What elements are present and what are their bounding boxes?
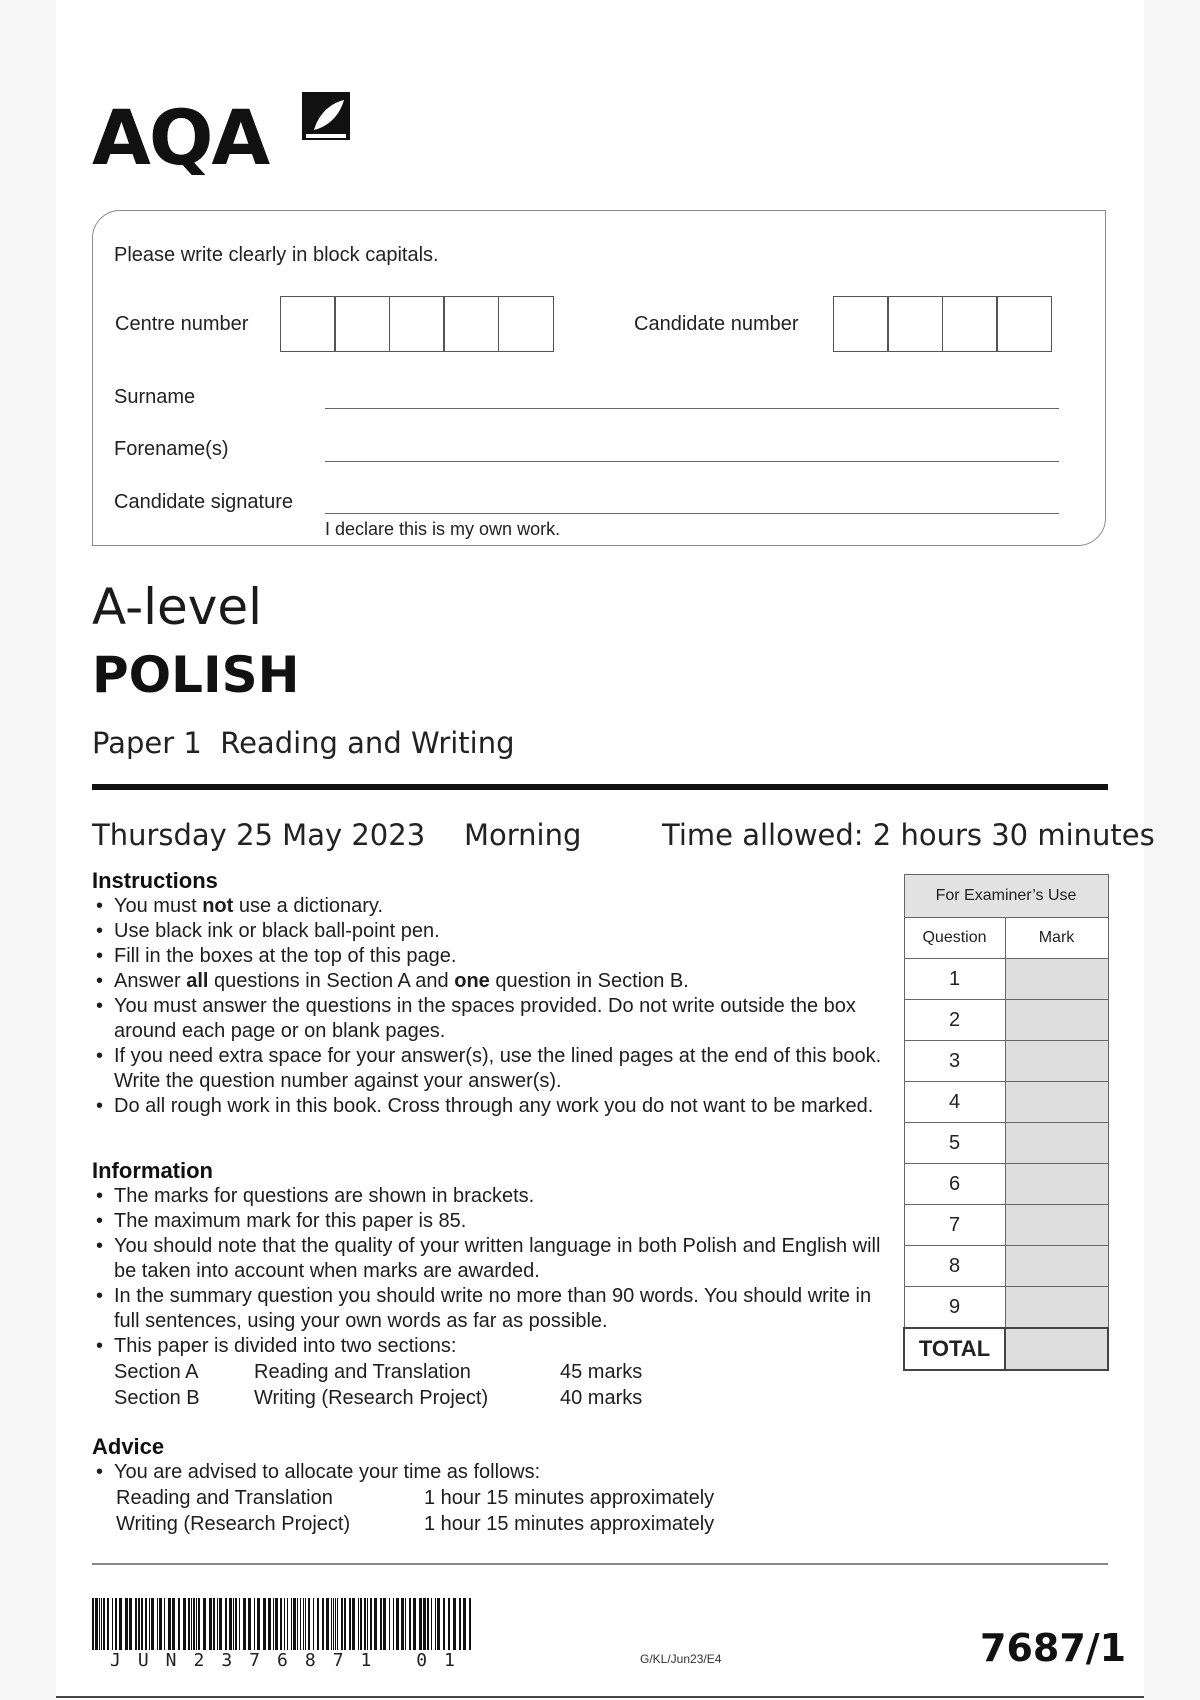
section-name: Section B (114, 1387, 200, 1409)
barcode-bar (191, 1598, 192, 1650)
barcode-bar (243, 1598, 246, 1650)
barcode-bar (335, 1598, 336, 1650)
barcode-bar (401, 1598, 404, 1650)
question-number: 6 (904, 1164, 1005, 1205)
question-number: 9 (904, 1287, 1005, 1329)
barcode-bar (145, 1598, 147, 1650)
question-number: 3 (904, 1041, 1005, 1082)
barcode-bar (333, 1598, 334, 1650)
barcode-bar (423, 1598, 426, 1650)
exam-date: Thursday 25 May 2023 (92, 818, 426, 852)
barcode-bar (437, 1598, 440, 1650)
question-row (904, 959, 1108, 1000)
barcode-bar (413, 1598, 416, 1650)
allocation-task: Writing (Research Project) (116, 1513, 351, 1535)
instruction-text: Use black ink or black ball-point pen. (114, 920, 440, 942)
instruction-text: You must answer the questions in the spaces provided. Do not write outside the box around each page or on blank pages. (114, 995, 856, 1042)
question-number: 4 (904, 1082, 1005, 1123)
information-item: • You should note that the quality of your written language in both Polish and English will be taken into account when marks are awarded. (92, 1234, 902, 1284)
signature-label: Candidate signature (114, 491, 294, 513)
barcode-bar (308, 1598, 310, 1650)
information-list (92, 1184, 902, 1359)
instruction-item (92, 944, 892, 969)
barcode-bar (203, 1598, 206, 1650)
barcode-bar (358, 1598, 359, 1650)
section-marks: 40 marks (560, 1387, 643, 1409)
barcode-bar (393, 1598, 394, 1650)
barcode-bar (107, 1598, 109, 1650)
mark-cell[interactable] (1005, 1123, 1108, 1164)
instructions-heading: Instructions (92, 868, 218, 893)
information-item: • In the summary question you should write no more than 90 words. You should write in full sentences, using your own words as far as possible. (92, 1284, 902, 1334)
question-row (904, 1123, 1108, 1164)
centre-digit-box[interactable] (334, 296, 390, 352)
total-mark-cell[interactable] (1005, 1328, 1108, 1370)
information-item: • The maximum mark for this paper is 85. (92, 1209, 902, 1234)
barcode-bar (263, 1598, 266, 1650)
section-row (114, 1359, 902, 1385)
barcode-bar (280, 1598, 282, 1650)
question-number: 8 (904, 1246, 1005, 1287)
centre-digit-box[interactable] (443, 296, 499, 352)
allocation-time: 1 hour 15 minutes approximately (424, 1513, 715, 1535)
barcode-bar (352, 1598, 355, 1650)
candidate-digit-box[interactable] (942, 296, 998, 352)
instructions-section (92, 868, 892, 1119)
barcode-number: JUN2376871 01 (110, 1650, 472, 1671)
advice-heading: Advice (92, 1434, 165, 1459)
question-row (904, 1205, 1108, 1246)
centre-number-boxes[interactable] (281, 296, 554, 352)
instruction-text: You must (114, 895, 203, 917)
question-number: 5 (904, 1123, 1005, 1164)
question-row (904, 1246, 1108, 1287)
barcode-bar (367, 1598, 368, 1650)
footer-rule (92, 1563, 1108, 1565)
forename-label: Forename(s) (114, 438, 229, 460)
barcode-bar (168, 1598, 171, 1650)
barcode-bar (213, 1598, 215, 1650)
information-item: • This paper is divided into two sections: (92, 1334, 902, 1359)
instruction-text: Answer (114, 970, 187, 992)
question-row (904, 1041, 1108, 1082)
qualification-level: A-level (92, 578, 263, 636)
barcode-bar (435, 1598, 436, 1650)
information-item: • The marks for questions are shown in brackets. (92, 1184, 902, 1209)
barcode-bar (178, 1598, 180, 1650)
question-number: 7 (904, 1205, 1005, 1246)
barcode-bar (115, 1598, 117, 1650)
instruction-item (92, 894, 892, 919)
instruction-text: Do all rough work in this book. Cross through any work you do not want to be marked. (114, 1095, 874, 1117)
instruction-item (92, 919, 892, 944)
barcode-bar (103, 1598, 105, 1650)
barcode-bar (331, 1598, 332, 1650)
mark-cell[interactable] (1005, 1082, 1108, 1123)
declaration-text: I declare this is my own work. (325, 519, 561, 539)
title-rule (92, 784, 1108, 790)
barcode-bar (151, 1598, 154, 1650)
total-label: TOTAL (904, 1328, 1005, 1370)
instruction-item (92, 1094, 892, 1119)
mark-cell[interactable] (1005, 1246, 1108, 1287)
candidate-number-boxes[interactable] (834, 296, 1052, 352)
barcode-bar (293, 1598, 296, 1650)
paper-code: 7687/1 (980, 1626, 1127, 1670)
barcode-bar (196, 1598, 197, 1650)
candidate-digit-box[interactable] (887, 296, 943, 352)
total-row (904, 1328, 1108, 1370)
barcode-bar (188, 1598, 190, 1650)
allocation-task: Reading and Translation (116, 1487, 333, 1509)
question-number: 2 (904, 1000, 1005, 1041)
aqa-logo (92, 92, 268, 184)
examiner-table-title: For Examiner’s Use (904, 875, 1108, 918)
barcode-icon (92, 1598, 474, 1650)
barcode-bar (99, 1598, 100, 1650)
forename-line[interactable] (325, 461, 1059, 462)
exam-session: Morning (464, 818, 582, 852)
barcode-bar (303, 1598, 304, 1650)
barcode-bar (141, 1598, 143, 1650)
mark-column-header: Mark (1005, 918, 1108, 959)
question-row (904, 1000, 1108, 1041)
barcode-bar (389, 1598, 390, 1650)
mark-cell[interactable] (1005, 959, 1108, 1000)
barcode-bar (157, 1598, 158, 1650)
barcode-bar (101, 1598, 102, 1650)
centre-digit-box[interactable] (389, 296, 445, 352)
section-name: Section A (114, 1361, 199, 1383)
emphasis-text: one (454, 970, 490, 992)
barcode-bar (248, 1598, 251, 1650)
barcode-bar (322, 1598, 324, 1650)
barcode-bar (463, 1598, 466, 1650)
advice-item: • You are advised to allocate your time as follows: (92, 1460, 892, 1485)
aqa-logo-text: AQA (92, 93, 269, 182)
barcode-bar (291, 1598, 292, 1650)
barcode-bar (317, 1598, 319, 1650)
signature-line[interactable] (325, 513, 1059, 514)
information-heading: Information (92, 1158, 213, 1183)
barcode-bar (326, 1598, 329, 1650)
aqa-logo-mark-icon (300, 90, 352, 142)
barcode-bar (337, 1598, 338, 1650)
centre-digit-box[interactable] (498, 296, 554, 352)
barcode-bar (443, 1598, 445, 1650)
instruction-text: use a dictionary. (233, 895, 384, 917)
paper-reference: G/KL/Jun23/E4 (640, 1652, 722, 1666)
mark-cell[interactable] (1005, 1205, 1108, 1246)
barcode-bar (149, 1598, 150, 1650)
surname-line[interactable] (325, 408, 1059, 409)
barcode-bar (448, 1598, 450, 1650)
barcode-bar (119, 1598, 122, 1650)
section-title: Writing (Research Project) (254, 1387, 489, 1409)
mark-cell[interactable] (1005, 1041, 1108, 1082)
barcode-bar (172, 1598, 175, 1650)
instruction-text: question in Section B. (489, 970, 689, 992)
barcode-bar (193, 1598, 195, 1650)
barcode-bar (364, 1598, 366, 1650)
section-title: Reading and Translation (254, 1361, 471, 1383)
instructions-list (92, 894, 892, 1119)
barcode-bar (374, 1598, 377, 1650)
advice-section (92, 1434, 892, 1537)
barcode-bar (341, 1598, 343, 1650)
barcode-bar (380, 1598, 382, 1650)
barcode-bar (405, 1598, 406, 1650)
barcode-bar (459, 1598, 461, 1650)
section-marks: 45 marks (560, 1361, 643, 1383)
barcode-bar (159, 1598, 162, 1650)
barcode-bar (469, 1598, 471, 1650)
barcode-bar (409, 1598, 411, 1650)
page-bottom-rule (56, 1696, 1144, 1698)
question-row (904, 1164, 1108, 1205)
instruction-item (92, 1044, 892, 1094)
emphasis-text: all (186, 970, 209, 992)
barcode-bar (297, 1598, 298, 1650)
barcode-bar (239, 1598, 240, 1650)
instruction-text: Fill in the boxes at the top of this page. (114, 945, 457, 967)
barcode-bar (419, 1598, 422, 1650)
mark-cell[interactable] (1005, 1287, 1108, 1329)
barcode-bar (129, 1598, 132, 1650)
allocation-row (116, 1485, 892, 1511)
centre-digit-box[interactable] (280, 296, 336, 352)
question-number: 1 (904, 959, 1005, 1000)
instruction-text: If you need extra space for your answer(s), use the lined pages at the end of this book. Write the question number against your answer(s). (114, 1045, 882, 1092)
centre-number-label: Centre number (115, 313, 249, 335)
barcode-bar (135, 1598, 137, 1650)
subject-title: POLISH (92, 646, 300, 704)
instruction-item (92, 969, 892, 994)
mark-cell[interactable] (1005, 1000, 1108, 1041)
mark-cell[interactable] (1005, 1164, 1108, 1205)
barcode-bar (431, 1598, 432, 1650)
barcode-bar (305, 1598, 306, 1650)
barcode-bar (453, 1598, 456, 1650)
barcode-bar (125, 1598, 128, 1650)
barcode-bar (275, 1598, 278, 1650)
barcode-bar (95, 1598, 98, 1650)
barcode-bar (313, 1598, 314, 1650)
barcode-bar (219, 1598, 222, 1650)
barcode-bar (344, 1598, 346, 1650)
barcode-bar (217, 1598, 218, 1650)
barcode-bar (349, 1598, 351, 1650)
barcode-bar (360, 1598, 362, 1650)
barcode-bar (383, 1598, 386, 1650)
allocation-row (116, 1511, 892, 1537)
barcode-bar (257, 1598, 260, 1650)
candidate-number-label: Candidate number (634, 313, 799, 335)
barcode-bar (427, 1598, 429, 1650)
allocation-time: 1 hour 15 minutes approximately (424, 1487, 715, 1509)
candidate-digit-box[interactable] (996, 296, 1052, 352)
question-row (904, 1082, 1108, 1123)
barcode-bar (183, 1598, 186, 1650)
barcode-bar (209, 1598, 212, 1650)
barcode-bar (254, 1598, 255, 1650)
instruction-text: questions in Section A and (208, 970, 455, 992)
surname-label: Surname (114, 386, 196, 408)
time-allowed: Time allowed: 2 hours 30 minutes (662, 818, 1155, 852)
advice-list (92, 1460, 892, 1485)
examiner-use-table (903, 874, 1109, 1371)
information-section (92, 1158, 902, 1411)
sections-list (92, 1359, 902, 1411)
section-row (114, 1385, 902, 1411)
paper-title: Paper 1 Reading and Writing (92, 726, 515, 760)
barcode-bar (198, 1598, 200, 1650)
barcode-bar (273, 1598, 274, 1650)
time-allocation (92, 1485, 892, 1537)
barcode-bar (138, 1598, 140, 1650)
question-column-header: Question (904, 918, 1005, 959)
emphasis-text: not (202, 895, 234, 917)
barcode-bar (370, 1598, 372, 1650)
barcode-bar (233, 1598, 234, 1650)
barcode-bar (235, 1598, 237, 1650)
barcode-bar (300, 1598, 301, 1650)
barcode-bar (268, 1598, 271, 1650)
barcode-bar (164, 1598, 165, 1650)
barcode-bar (396, 1598, 399, 1650)
barcode-bar (229, 1598, 232, 1650)
question-row (904, 1287, 1108, 1329)
instruction-item (92, 994, 892, 1044)
barcode-bar (92, 1598, 94, 1650)
candidate-digit-box[interactable] (833, 296, 889, 352)
block-capitals-instruction: Please write clearly in block capitals. (114, 244, 439, 266)
barcode-bar (112, 1598, 113, 1650)
barcode-bar (225, 1598, 227, 1650)
barcode-bar (284, 1598, 285, 1650)
barcode-bar (287, 1598, 288, 1650)
